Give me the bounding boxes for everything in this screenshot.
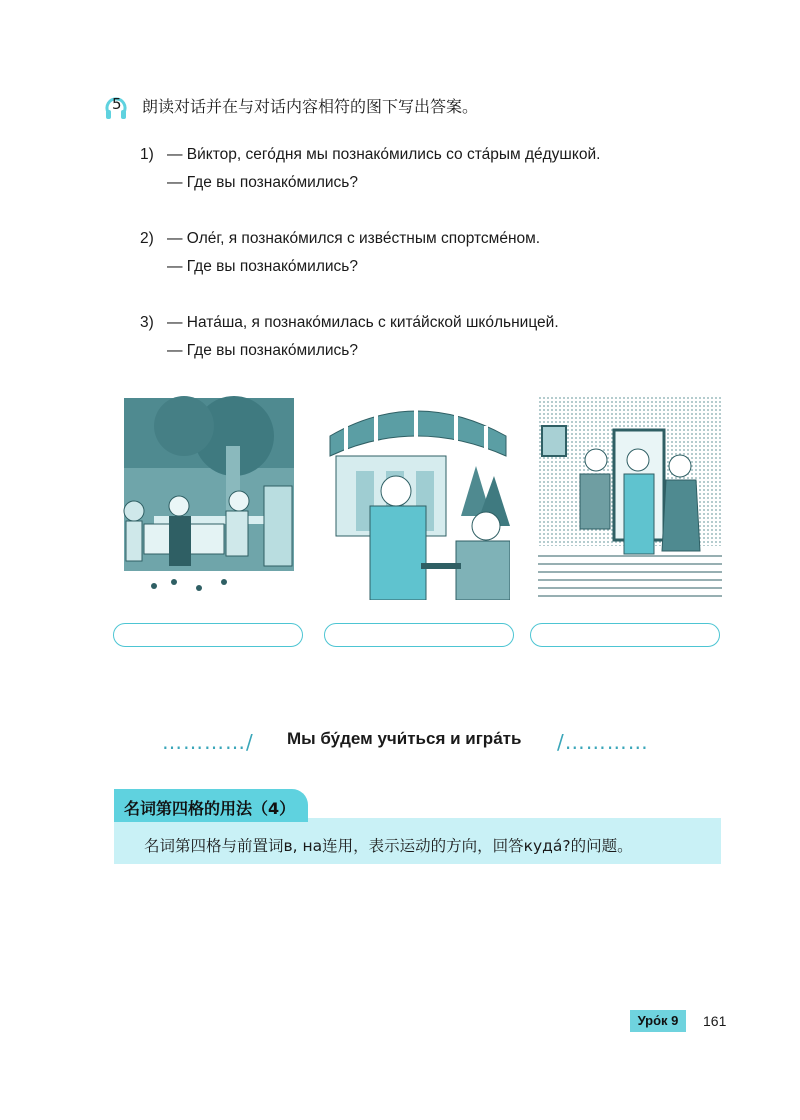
answer-field-3[interactable] — [530, 623, 720, 647]
lesson-label: Уро́к 9 — [630, 1010, 686, 1032]
picture-room — [538, 396, 722, 600]
dialogue-3-number: 3) — [140, 314, 154, 331]
page-number: 161 — [703, 1013, 727, 1029]
answer-field-1[interactable] — [113, 623, 303, 647]
dialogue-1-line-1 — [0, 146, 800, 168]
dialogue-1-line-2 — [0, 174, 800, 196]
dialogue-2-line-1 — [0, 230, 800, 252]
section-dots-left: …………/ — [162, 730, 254, 754]
exercise-instruction: 朗读对话并在与对话内容相符的图下写出答案。 — [142, 97, 479, 116]
dialogue-2-number: 2) — [140, 230, 154, 247]
dialogue-3-line-2 — [0, 342, 800, 364]
picture-park — [114, 396, 296, 600]
grammar-title: 名词第四格的用法（4） — [124, 799, 296, 818]
grammar-box — [114, 818, 721, 864]
park-bench-illustration — [114, 396, 296, 600]
section-title: Мы бу́дем учи́ться и игра́ть — [287, 729, 522, 748]
exercise-number: 5 — [112, 95, 122, 113]
stadium-handshake-illustration — [326, 396, 510, 600]
picture-stadium — [326, 396, 510, 600]
dialogue-2-line-2 — [0, 258, 800, 280]
answer-field-2[interactable] — [324, 623, 514, 647]
dialogue-1-text-1: — Ви́ктор, сего́дня мы познако́мились со ста́рым де́душкой. — [167, 146, 601, 163]
dialogue-2-text-1: — Оле́г, я познако́мился с изве́стным спортсме́ном. — [167, 230, 541, 247]
dialogue-3-line-1 — [0, 314, 800, 336]
dialogue-3-text-2: — Где вы познако́мились? — [167, 342, 358, 359]
section-dots-right: /………… — [557, 730, 649, 754]
grammar-body-text: 名词第四格与前置词в, на连用，表示运动的方向，回答куда́?的问题。 — [144, 837, 633, 855]
dialogue-3-text-1: — Ната́ша, я познако́милась с кита́йской шко́льницей. — [167, 314, 559, 331]
grammar-title-tab — [114, 789, 308, 822]
classroom-handshake-illustration — [538, 396, 722, 600]
dialogue-1-text-2: — Где вы познако́мились? — [167, 174, 358, 191]
dialogue-1-number: 1) — [140, 146, 154, 163]
dialogue-2-text-2: — Где вы познако́мились? — [167, 258, 358, 275]
